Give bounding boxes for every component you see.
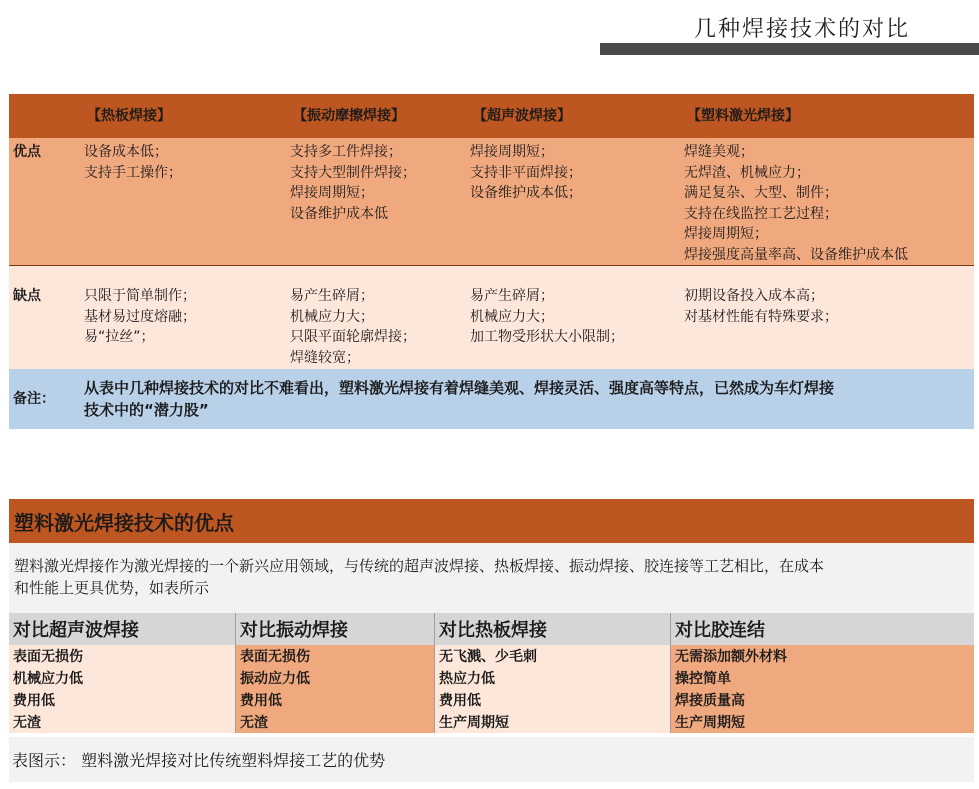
table-cell: 热应力低 bbox=[435, 667, 671, 689]
table-cell: 表面无损伤 bbox=[236, 645, 435, 667]
list-item: 机械应力大； bbox=[470, 308, 554, 325]
list-item: 焊缝较宽； bbox=[290, 349, 360, 366]
list-item: 设备维护成本低 bbox=[290, 205, 388, 222]
header-vibration-friction: 【振动摩擦焊接】 bbox=[293, 107, 405, 124]
list-item: 支持手工操作； bbox=[84, 164, 182, 181]
list-item: 设备成本低； bbox=[84, 144, 168, 160]
table-cell: 无渣 bbox=[9, 711, 236, 733]
cons-list-laser bbox=[684, 286, 974, 327]
list-item: 机械应力大； bbox=[290, 308, 374, 325]
table-cell: 振动应力低 bbox=[236, 667, 435, 689]
table-row bbox=[9, 667, 974, 689]
note-line-2: 技术中的“潜力股” bbox=[84, 401, 209, 419]
list-item: 对基材性能有特殊要求； bbox=[684, 308, 838, 325]
advantages-header-row bbox=[9, 613, 974, 645]
list-item: 易产生碎屑； bbox=[470, 288, 554, 304]
cons-label: 缺点 bbox=[13, 288, 41, 304]
col-header-adhesive: 对比胶连结 bbox=[675, 620, 765, 641]
list-item: 满足复杂、大型、制件； bbox=[684, 185, 838, 201]
section-intro bbox=[9, 543, 974, 613]
table-cell: 无渣 bbox=[236, 711, 435, 733]
note-text bbox=[84, 377, 974, 421]
intro-line-2: 和性能上更具优势，如表所示 bbox=[14, 579, 210, 597]
list-item: 焊接周期短； bbox=[470, 144, 554, 160]
list-item: 初期设备投入成本高； bbox=[684, 288, 824, 304]
header-ultrasonic: 【超声波焊接】 bbox=[473, 107, 571, 124]
table-cell: 机械应力低 bbox=[9, 667, 236, 689]
pros-label: 优点 bbox=[13, 144, 41, 160]
table-cell: 焊接质量高 bbox=[671, 689, 974, 711]
table-row bbox=[9, 711, 974, 733]
cons-list-vibration bbox=[290, 286, 470, 368]
header-laser: 【塑料激光焊接】 bbox=[687, 107, 799, 124]
table-caption: 表图示： 塑料激光焊接对比传统塑料焊接工艺的优势 bbox=[9, 737, 974, 782]
note-label: 备注： bbox=[13, 390, 55, 407]
pros-row bbox=[9, 138, 974, 265]
cons-list-ultrasonic bbox=[470, 286, 684, 348]
list-item: 无焊渣、机械应力； bbox=[684, 164, 810, 181]
list-item: 支持大型制件焊接； bbox=[290, 164, 416, 181]
table-header-row bbox=[9, 94, 974, 138]
list-item: 支持在线监控工艺过程； bbox=[684, 205, 838, 222]
list-item: 焊接周期短； bbox=[684, 226, 768, 242]
col-header-ultrasonic: 对比超声波焊接 bbox=[9, 613, 236, 645]
table-cell: 操控简单 bbox=[671, 667, 974, 689]
table-cell: 表面无损伤 bbox=[9, 645, 236, 667]
note-line-1: 从表中几种焊接技术的对比不难看出，塑料激光焊接有着焊缝美观、焊接灵活、强度高等特点，已然成为车灯焊接 bbox=[84, 379, 835, 397]
page-title: 几种焊接技术的对比 bbox=[694, 17, 911, 42]
pros-list-laser bbox=[684, 142, 974, 265]
list-item: 易“拉丝”； bbox=[84, 329, 155, 345]
table-row bbox=[9, 689, 974, 711]
list-item: 加工物受形状大小限制； bbox=[470, 329, 624, 345]
pros-list-hot-plate bbox=[84, 142, 290, 183]
list-item: 设备维护成本低； bbox=[470, 185, 582, 201]
list-item: 焊接强度高量率高、设备维护成本低 bbox=[684, 246, 908, 263]
list-item: 基材易过度熔融； bbox=[84, 308, 196, 325]
pros-list-vibration bbox=[290, 142, 470, 224]
title-underline-bar bbox=[600, 43, 979, 55]
col-header-hot-plate: 对比热板焊接 bbox=[435, 613, 671, 645]
cons-list-hot-plate bbox=[84, 286, 290, 348]
table-cell: 生产周期短 bbox=[435, 711, 671, 733]
section-heading: 塑料激光焊接技术的优点 bbox=[9, 499, 974, 543]
table-cell: 费用低 bbox=[435, 689, 671, 711]
table-cell: 费用低 bbox=[236, 689, 435, 711]
list-item: 支持多工件焊接； bbox=[290, 144, 402, 160]
table-cell: 无需添加额外材料 bbox=[671, 645, 974, 667]
table-cell: 生产周期短 bbox=[671, 711, 974, 733]
intro-line-1: 塑料激光焊接作为激光焊接的一个新兴应用领域，与传统的超声波焊接、热板焊接、振动焊接、胶连接等工艺相比，在成本 bbox=[14, 557, 825, 575]
list-item: 易产生碎屑； bbox=[290, 288, 374, 304]
advantages-table bbox=[9, 613, 974, 733]
list-item: 只限平面轮廓焊接； bbox=[290, 329, 416, 345]
cons-row bbox=[9, 266, 974, 369]
table-row bbox=[9, 645, 974, 667]
list-item: 焊缝美观； bbox=[684, 144, 754, 160]
table-cell: 无飞溅、少毛刺 bbox=[435, 645, 671, 667]
col-header-vibration: 对比振动焊接 bbox=[236, 613, 435, 645]
list-item: 支持非平面焊接； bbox=[470, 164, 582, 181]
pros-list-ultrasonic bbox=[470, 142, 684, 204]
list-item: 只限于简单制作； bbox=[84, 288, 196, 304]
table-cell: 费用低 bbox=[9, 689, 236, 711]
note-row bbox=[9, 369, 974, 429]
header-hot-plate: 【热板焊接】 bbox=[87, 107, 171, 124]
list-item: 焊接周期短； bbox=[290, 185, 374, 201]
welding-comparison-table bbox=[9, 94, 974, 429]
